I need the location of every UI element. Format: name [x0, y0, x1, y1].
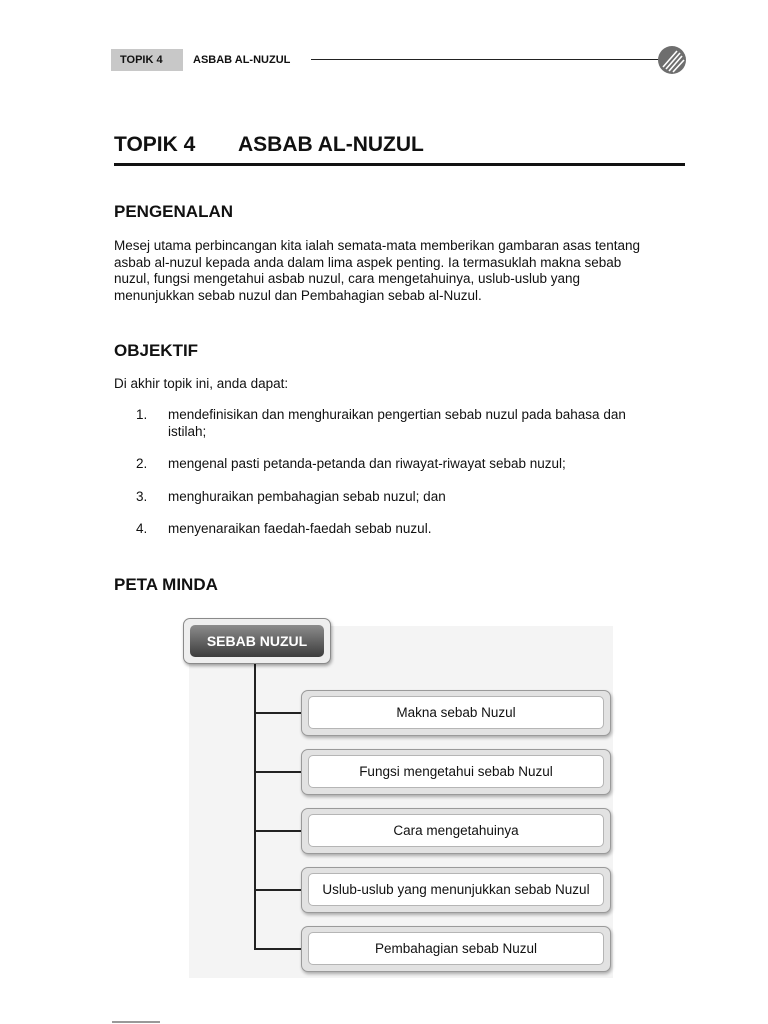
objective-number: 4. — [136, 521, 148, 536]
objective-text-cont: istilah; — [168, 423, 207, 439]
mind-map-child-node — [301, 749, 611, 795]
page-title — [114, 131, 685, 166]
root-node-label: SEBAB NUZUL — [190, 625, 324, 657]
child-node-label: Uslub-uslub yang menunjukkan sebab Nuzul — [308, 873, 604, 906]
mind-map-child-node — [301, 690, 611, 736]
mind-map-child-node — [301, 808, 611, 854]
branch-connector — [254, 948, 302, 950]
objective-text: menghuraikan pembahagian sebab nuzul; dan — [168, 488, 446, 504]
branch-connector — [254, 712, 302, 714]
paragraph-line: nuzul, fungsi mengetahui asbab nuzul, cara mengetahuinya, uslub-uslub yang — [114, 271, 581, 286]
objektif-heading: OBJEKTIF — [114, 341, 199, 360]
running-header-title: ASBAB AL-NUZUL — [193, 54, 291, 66]
page-title-number: TOPIK 4 — [114, 133, 196, 156]
paragraph-line: asbab al-nuzul kepada anda dalam lima aspek penting. Ia termasuklah makna sebab — [114, 254, 622, 270]
objective-item — [114, 521, 685, 538]
child-node-label: Fungsi mengetahui sebab Nuzul — [308, 755, 604, 788]
objective-text: menyenaraikan faedah-faedah sebab nuzul. — [168, 521, 432, 536]
objective-item — [114, 456, 685, 473]
objective-number: 3. — [136, 488, 148, 504]
footer-mark — [112, 1021, 160, 1023]
page-title-text: ASBAB AL-NUZUL — [238, 133, 424, 156]
mind-map — [183, 616, 613, 978]
topic-tab: TOPIK 4 — [111, 49, 183, 71]
pengenalan-heading: PENGENALAN — [114, 202, 234, 221]
objectives-list — [114, 407, 685, 554]
child-node-label: Makna sebab Nuzul — [308, 696, 604, 729]
peta-minda-heading: PETA MINDA — [114, 575, 218, 594]
publisher-logo-icon — [657, 45, 687, 75]
objective-number: 2. — [136, 456, 148, 471]
branch-connector — [254, 830, 302, 832]
child-node-label: Pembahagian sebab Nuzul — [308, 932, 604, 965]
objektif-intro: Di akhir topik ini, anda dapat: — [114, 376, 289, 391]
child-node-label: Cara mengetahuinya — [308, 814, 604, 847]
branch-connector — [254, 889, 302, 891]
mind-map-child-node — [301, 926, 611, 972]
running-header — [111, 49, 689, 73]
header-rule — [311, 59, 659, 60]
paragraph-line: menunjukkan sebab nuzul dan Pembahagian sebab al-Nuzul. — [114, 287, 482, 303]
objective-number: 1. — [136, 407, 148, 422]
paragraph-line: Mesej utama perbincangan kita ialah semata-mata memberikan gambaran asas tentang — [114, 238, 641, 253]
branch-connector — [254, 771, 302, 773]
mind-map-trunk-line — [254, 664, 256, 950]
objective-item — [114, 489, 685, 506]
mind-map-root-node — [183, 618, 331, 664]
objective-text: mendefinisikan dan menghuraikan pengertian sebab nuzul pada bahasa dan — [168, 407, 626, 422]
objective-text: mengenal pasti petanda-petanda dan riwayat-riwayat sebab nuzul; — [168, 456, 566, 471]
objective-item — [114, 407, 685, 440]
mind-map-child-node — [301, 867, 611, 913]
pengenalan-paragraph — [114, 238, 685, 304]
